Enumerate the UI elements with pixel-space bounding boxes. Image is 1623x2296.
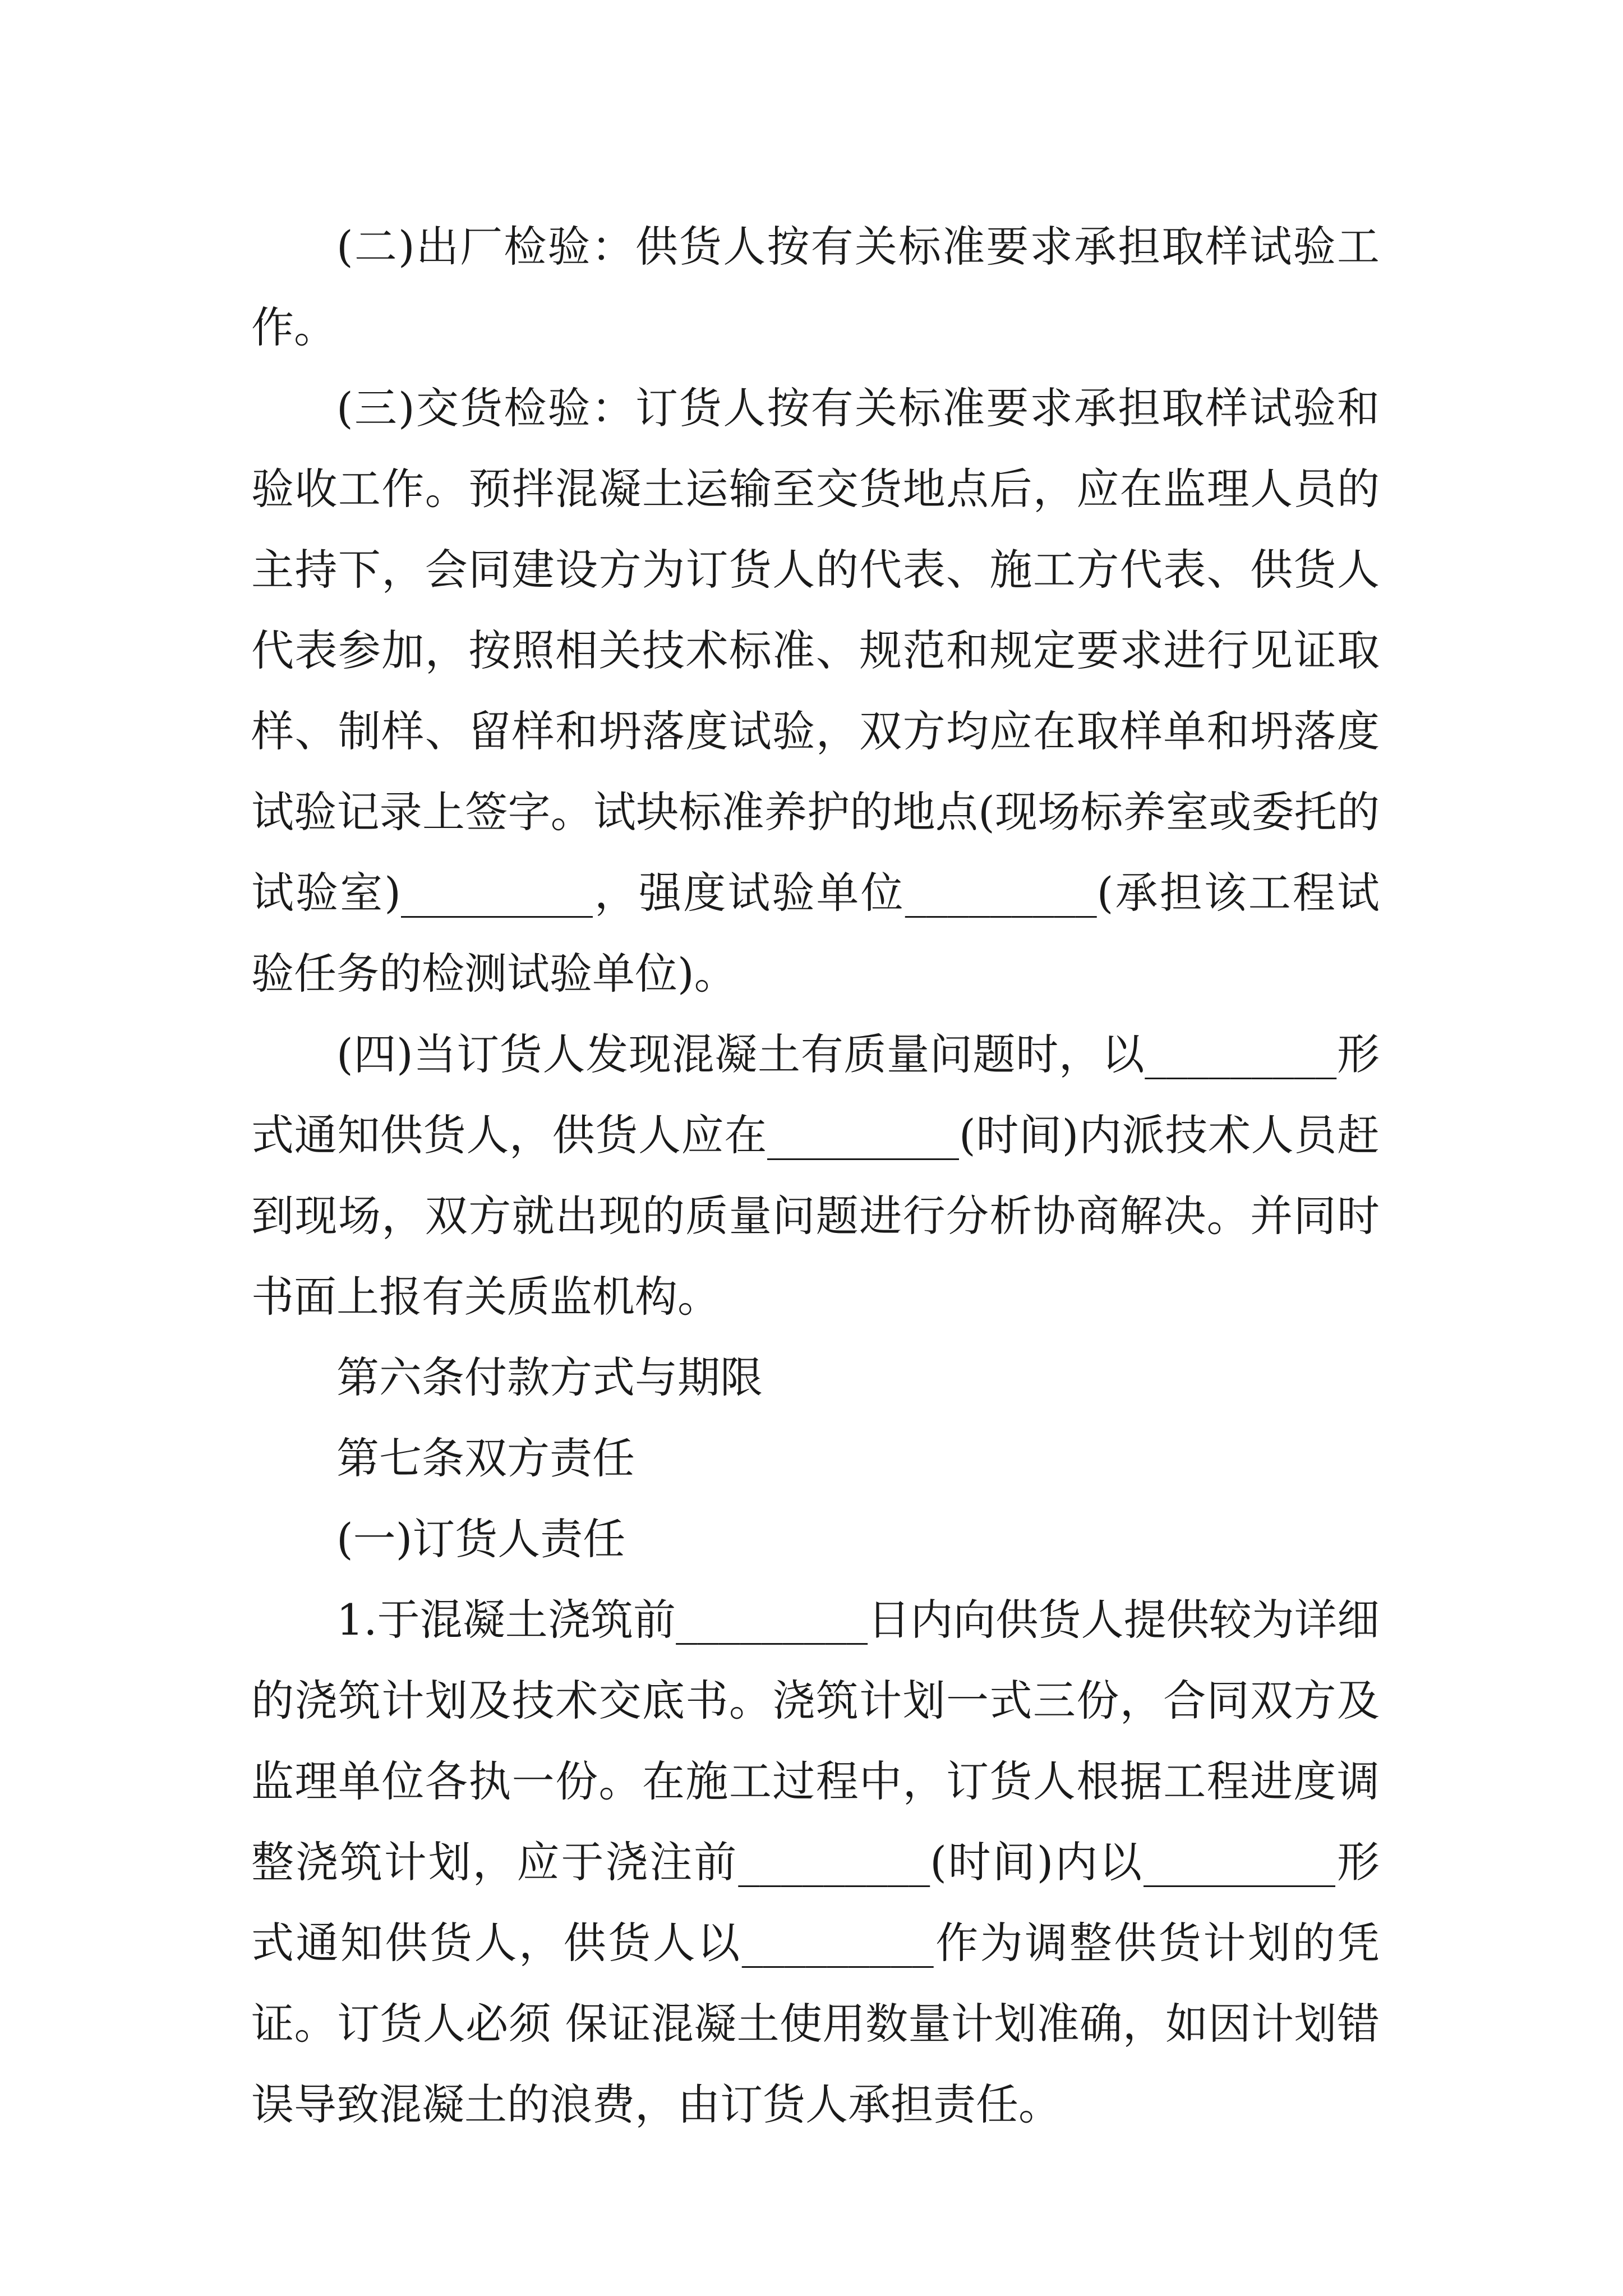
document-body bbox=[251, 206, 1380, 2145]
paragraph-delivery-inspection: (三)交货检验：订货人按有关标准要求承担取样试验和验收工作。预拌混凝土运输至交货地点后，应在监理人员的主持下，会同建设方为订货人的代表、施工方代表、供货人代表参加，按照相关技术标准、规范和规定要求进行见证取样、制样、留样和坍落度试验，双方均应在取样单和坍落度试验记录上签字。试块标准养护的地点(现场标养室或委托的试验室)_________，强度试验单位_________(承担该工程试验任务的检测试验单位)。 bbox=[251, 383, 1380, 999]
paragraph-pouring-plan: 1.于混凝土浇筑前_________日内向供货人提供较为详细的浇筑计划及技术交底书。浇筑计划一式三份，合同双方及监理单位各执一份。在施工过程中，订货人根据工程进度调整浇筑计划，应于浇注前_________(时间)内以_________形式通知供货人，供货人以_________作为调整供货计划的凭证。订货人必须 保证混凝土使用数量计划准确，如因计划错误导致混凝土的浪费，由订货人承担责任。 bbox=[251, 1595, 1380, 2129]
heading-article-seven: 第七条双方责任 bbox=[336, 1433, 635, 1483]
paragraph-factory-inspection: (二)出厂检验：供货人按有关标准要求承担取样试验工作。 bbox=[251, 222, 1380, 352]
paragraph-quality-issue: (四)当订货人发现混凝土有质量问题时，以_________形式通知供货人，供货人应在_________(时间)内派技术人员赶到现场，双方就出现的质量问题进行分析协商解决。并同时书面上报有关质监机构。 bbox=[251, 1029, 1380, 1322]
heading-article-six: 第六条付款方式与期限 bbox=[336, 1352, 763, 1402]
heading-buyer-responsibility: (一)订货人责任 bbox=[336, 1514, 626, 1564]
